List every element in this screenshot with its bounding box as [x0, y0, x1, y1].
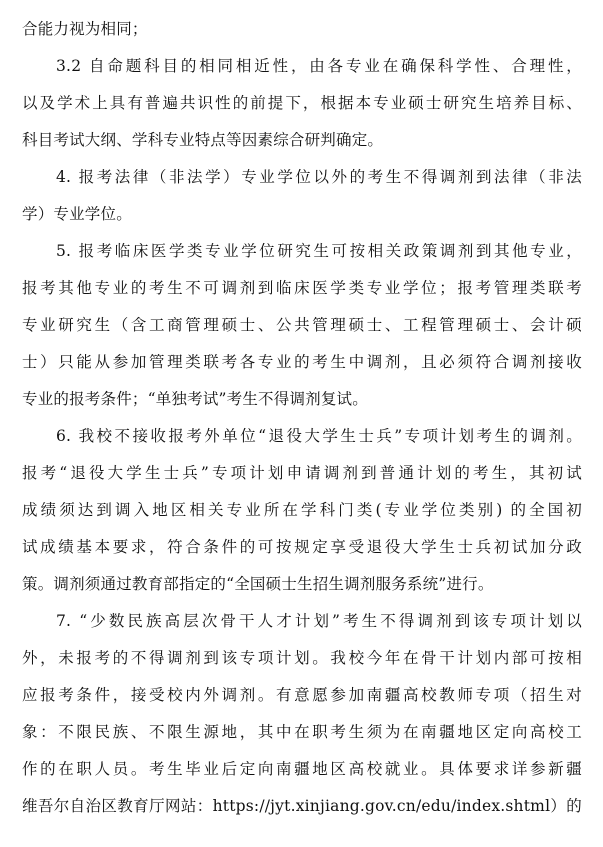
text-line-17: 7. “少数民族高层次骨干人才计划”考生不得调剂到该专项计划以	[56, 612, 582, 630]
text-line-9: 专业研究生（含工商管理硕士、公共管理硕士、工程管理硕士、会计硕	[22, 316, 582, 334]
text-line-7: 5. 报考临床医学类专业学位研究生可按相关政策调剂到其他专业，	[56, 242, 582, 260]
text-line-16: 策。调剂须通过教育部指定的“全国硕士生招生调剂服务系统”进行。	[22, 575, 494, 593]
text-line-13: 报考“退役大学生士兵”专项计划申请调剂到普通计划的考生，其初试	[22, 464, 582, 482]
text-line-6: 学）专业学位。	[22, 205, 132, 223]
text-line-19: 应报考条件，接受校内外调剂。有意愿参加南疆高校教师专项（招生对	[22, 686, 582, 704]
text-line-12: 6. 我校不接收报考外单位“退役大学生士兵”专项计划考生的调剂。	[56, 427, 582, 445]
text-line-1: 合能力视为相同；	[22, 20, 148, 38]
text-line-4: 科目考试大纲、学科专业特点等因素综合研判确定。	[22, 131, 384, 149]
text-line-20: 象：不限民族、不限生源地，其中在职考生须为在南疆地区定向高校工	[22, 723, 582, 741]
text-line-15: 试成绩基本要求，符合条件的可按规定享受退役大学生士兵初试加分政	[22, 538, 582, 556]
text-line-21: 作的在职人员。考生毕业后定向南疆地区高校就业。具体要求详参新疆	[22, 760, 582, 778]
text-line-18: 外，未报考的不得调剂到该专项计划。我校今年在骨干计划内部可按相	[22, 649, 582, 667]
text-line-3: 以及学术上具有普遍共识性的前提下，根据本专业硕士研究生培养目标、	[22, 94, 582, 112]
text-line-10: 士）只能从参加管理类联考各专业的考生中调剂，且必须符合调剂接收	[22, 353, 582, 371]
text-line-2: 3.2 自命题科目的相同相近性，由各专业在确保科学性、合理性，	[56, 57, 582, 75]
text-line-11: 专业的报考条件；“单独考试”考生不得调剂复试。	[22, 390, 368, 408]
text-line-8: 报考其他专业的考生不可调剂到临床医学类专业学位；报考管理类联考	[22, 279, 582, 297]
text-line-5: 4. 报考法律（非法学）专业学位以外的考生不得调剂到法律（非法	[56, 168, 582, 186]
text-line-14: 成绩须达到调入地区相关专业所在学科门类(专业学位类别) 的全国初	[22, 501, 582, 519]
text-line-22: 维吾尔自治区教育厅网站：https://jyt.xinjiang.gov.cn/edu/index.shtml）的	[22, 797, 582, 815]
